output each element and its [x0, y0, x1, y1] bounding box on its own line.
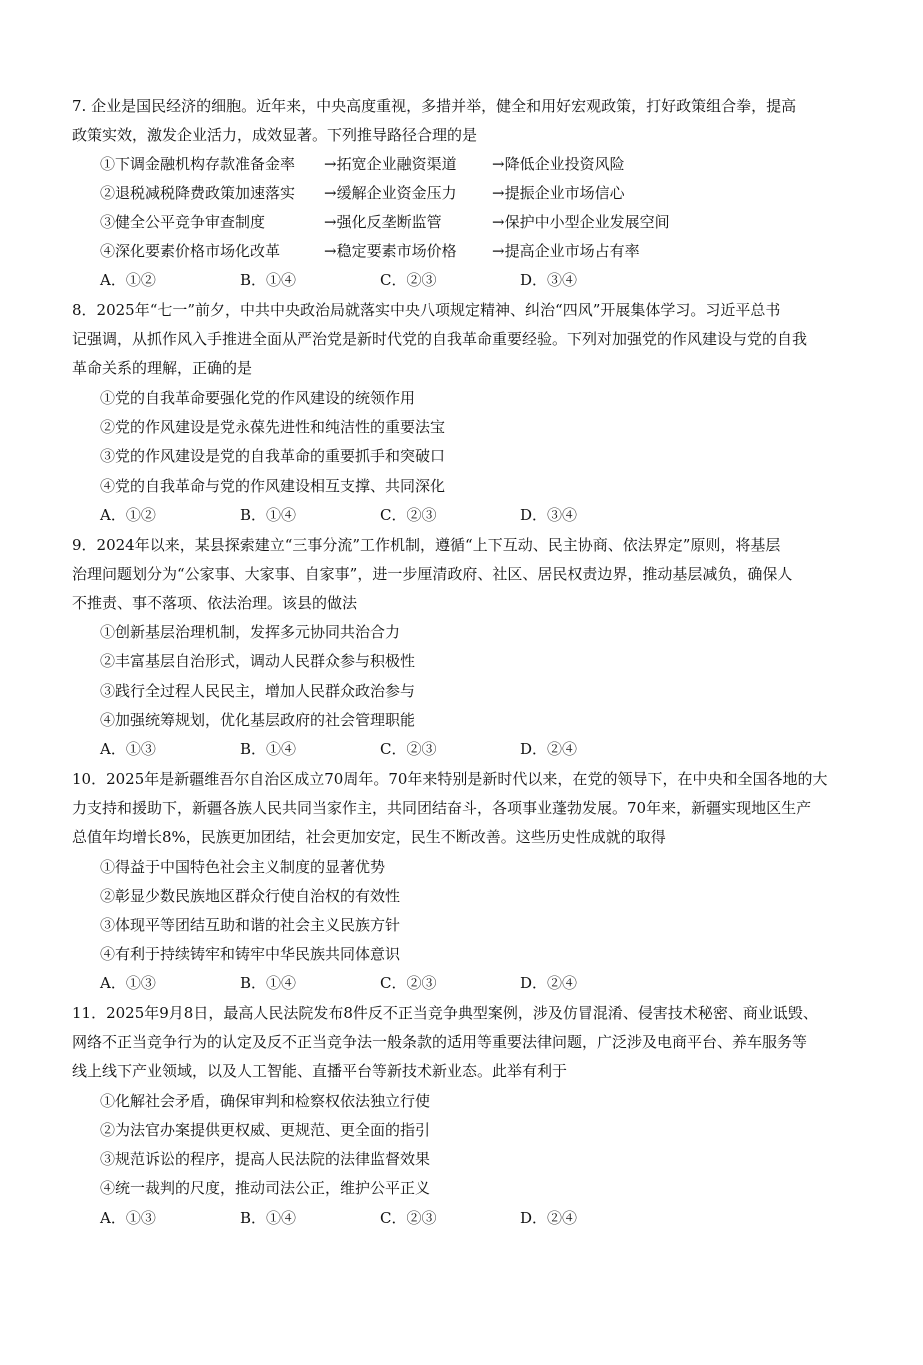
option-b[interactable]: B．①④	[240, 974, 297, 992]
question-stem-line: 网络不正当竞争行为的认定及反不正当竞争法一般条款的适用等重要法律问题，广泛涉及电商平台、养车服务等	[72, 1033, 808, 1051]
option-d[interactable]: D．②④	[520, 1209, 578, 1227]
statement-item: ①创新基层治理机制，发挥多元协同共治合力	[100, 623, 401, 641]
question-stem-line: 9．2024年以来，某县探索建立“三事分流”工作机制，遵循“上下互动、民主协商、依法界定”原则，将基层	[72, 536, 781, 554]
chain-step: →强化反垄断监管	[324, 213, 442, 231]
question-stem-line: 11．2025年9月8日，最高人民法院发布8件反不正当竞争典型案例，涉及仿冒混淆、侵害技术秘密、商业诋毁、	[72, 1004, 818, 1022]
statement-item: ②丰富基层自治形式，调动人民群众参与积极性	[100, 652, 416, 670]
option-c[interactable]: C．②③	[380, 740, 437, 758]
option-b[interactable]: B．①④	[240, 1209, 297, 1227]
question-stem-line: 政策实效，激发企业活力，成效显著。下列推导路径合理的是	[72, 126, 478, 144]
statement-item: ②党的作风建设是党永葆先进性和纯洁性的重要法宝	[100, 418, 446, 436]
statement-item: ①得益于中国特色社会主义制度的显著优势	[100, 858, 386, 876]
option-b[interactable]: B．①④	[240, 506, 297, 524]
chain-step: ②退税减税降费政策加速落实	[100, 184, 296, 202]
chain-step: →稳定要素市场价格	[324, 242, 457, 260]
statement-item: ④有利于持续铸牢和铸牢中华民族共同体意识	[100, 945, 401, 963]
statement-item: ②为法官办案提供更权威、更规范、更全面的指引	[100, 1121, 431, 1139]
question-stem-line: 7. 企业是国民经济的细胞。近年来，中央高度重视，多措并举，健全和用好宏观政策，打好政策组合拳，提高	[72, 97, 797, 115]
question-stem-line: 8．2025年“七一”前夕，中共中央政治局就落实中央八项规定精神、纠治“四风”开展集体学习。习近平总书	[72, 301, 781, 319]
chain-step: →保护中小型企业发展空间	[492, 213, 670, 231]
option-c[interactable]: C．②③	[380, 1209, 437, 1227]
chain-step: ①下调金融机构存款准备金率	[100, 155, 296, 173]
question-stem-line: 革命关系的理解，正确的是	[72, 359, 253, 377]
question-stem-line: 总值年均增长8%，民族更加团结，社会更加安定，民生不断改善。这些历史性成就的取得	[72, 828, 666, 846]
option-a[interactable]: A．①③	[100, 1209, 156, 1227]
question-stem-line: 不推责、事不落项、依法治理。该县的做法	[72, 594, 358, 612]
option-c[interactable]: C．②③	[380, 271, 437, 289]
option-d[interactable]: D．③④	[520, 271, 578, 289]
option-a[interactable]: A．①③	[100, 740, 156, 758]
question-stem-line: 力支持和援助下，新疆各族人民共同当家作主，共同团结奋斗，各项事业蓬勃发展。70年来，新疆实现地区生产	[72, 799, 812, 817]
statement-item: ③规范诉讼的程序，提高人民法院的法律监督效果	[100, 1150, 431, 1168]
statement-item: ③党的作风建设是党的自我革命的重要抓手和突破口	[100, 447, 446, 465]
statement-item: ②彰显少数民族地区群众行使自治权的有效性	[100, 887, 401, 905]
chain-step: →提振企业市场信心	[492, 184, 625, 202]
statement-item: ①化解社会矛盾，确保审判和检察权依法独立行使	[100, 1092, 431, 1110]
chain-step: →拓宽企业融资渠道	[324, 155, 457, 173]
option-b[interactable]: B．①④	[240, 740, 297, 758]
option-c[interactable]: C．②③	[380, 506, 437, 524]
statement-item: ④加强统筹规划，优化基层政府的社会管理职能	[100, 711, 416, 729]
statement-item: ③体现平等团结互助和谐的社会主义民族方针	[100, 916, 401, 934]
option-a[interactable]: A．①③	[100, 974, 156, 992]
chain-step: ④深化要素价格市场化改革	[100, 242, 281, 260]
chain-step: ③健全公平竞争审查制度	[100, 213, 266, 231]
question-stem-line: 记强调，从抓作风入手推进全面从严治党是新时代党的自我革命重要经验。下列对加强党的作风建设与党的自我	[72, 330, 808, 348]
option-a[interactable]: A．①②	[100, 271, 156, 289]
option-c[interactable]: C．②③	[380, 974, 437, 992]
question-stem-line: 治理问题划分为“公家事、大家事、自家事”，进一步厘清政府、社区、居民权责边界，推动基层减负，确保人	[72, 565, 793, 583]
option-b[interactable]: B．①④	[240, 271, 297, 289]
chain-step: →缓解企业资金压力	[324, 184, 457, 202]
statement-item: ①党的自我革命要强化党的作风建设的统领作用	[100, 389, 416, 407]
option-a[interactable]: A．①②	[100, 506, 156, 524]
option-d[interactable]: D．②④	[520, 740, 578, 758]
statement-item: ④党的自我革命与党的作风建设相互支撑、共同深化	[100, 477, 446, 495]
statement-item: ④统一裁判的尺度，推动司法公正，维护公平正义	[100, 1179, 431, 1197]
option-d[interactable]: D．③④	[520, 506, 578, 524]
statement-item: ③践行全过程人民民主，增加人民群众政治参与	[100, 682, 416, 700]
question-stem-line: 10．2025年是新疆维吾尔自治区成立70周年。70年来特别是新时代以来，在党的领导下，在中央和全国各地的大	[72, 770, 828, 788]
chain-step: →降低企业投资风险	[492, 155, 625, 173]
chain-step: →提高企业市场占有率	[492, 242, 640, 260]
question-stem-line: 线上线下产业领域，以及人工智能、直播平台等新技术新业态。此举有利于	[72, 1062, 568, 1080]
option-d[interactable]: D．②④	[520, 974, 578, 992]
